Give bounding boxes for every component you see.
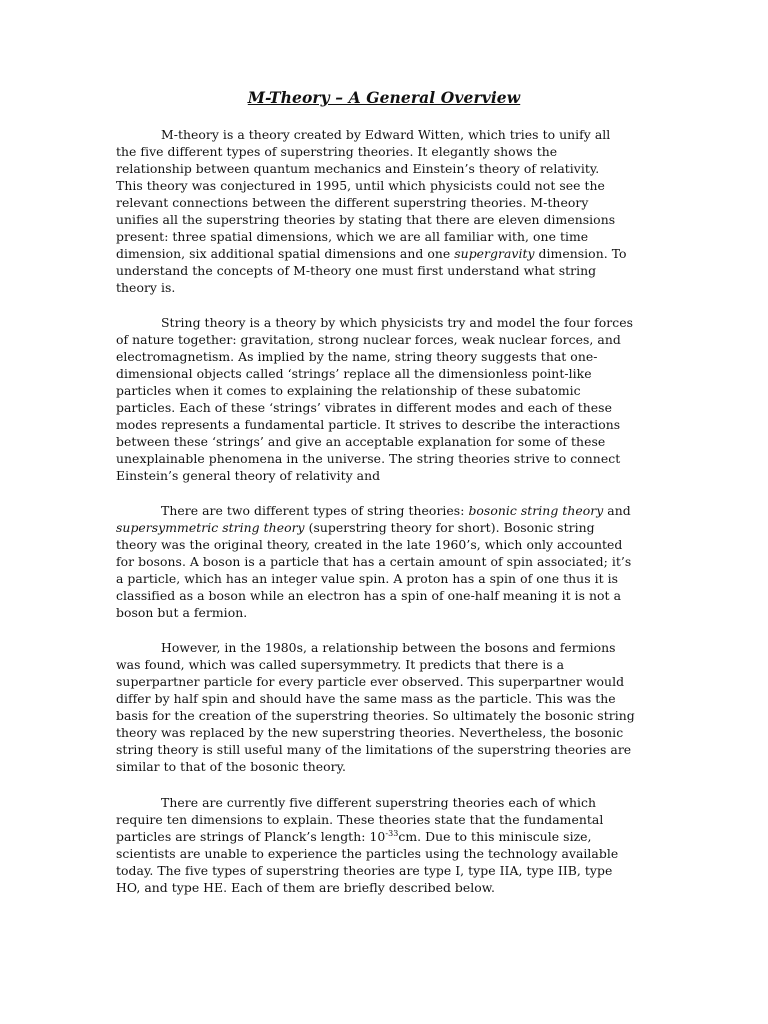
paragraph-string-theory [116, 314, 656, 484]
text-line: superpartner particle for every particle ever observed. This superpartner would [116, 674, 625, 689]
text-line: electromagnetism. As implied by the name, string theory suggests that one- [116, 349, 598, 364]
text-line: similar to that of the bosonic theory. [116, 759, 346, 774]
text-line: understand the concepts of M-theory one must first understand what string [116, 263, 597, 278]
paragraph-supersymmetry [116, 639, 656, 775]
text-line: basis for the creation of the superstring theories. So ultimately the bosonic string [116, 708, 635, 723]
text-line: relationship between quantum mechanics and Einstein’s theory of relativity. [116, 161, 600, 176]
italic-term: supersymmetric string theory [116, 520, 305, 535]
text-line: present: three spatial dimensions, which we are all familiar with, one time [116, 229, 589, 244]
text-line: M-theory is a theory created by Edward Witten, which tries to unify all [161, 127, 611, 142]
document-title: M-Theory – A General Overview [247, 88, 521, 107]
paragraph-five-superstring-theories [116, 794, 656, 896]
text-line: unifies all the superstring theories by stating that there are eleven dimensions [116, 212, 616, 227]
italic-term: bosonic string theory [468, 503, 604, 518]
text-line: theory is. [116, 280, 176, 295]
italic-term: supergravity [454, 246, 535, 261]
text-line: HO, and type HE. Each of them are briefly described below. [116, 880, 495, 895]
text-line: differ by half spin and should have the same mass as the particle. This was the [116, 691, 616, 706]
text-line: theory was replaced by the new superstring theories. Nevertheless, the bosonic [116, 725, 624, 740]
text-line: unexplainable phenomena in the universe. The string theories strive to connect [116, 451, 621, 466]
text-line: Einstein’s general theory of relativity and [116, 468, 381, 483]
text-line: particles. Each of these ‘strings’ vibrates in different modes and each of these [116, 400, 612, 415]
text-line: particles when it comes to explaining the relationship of these subatomic [116, 383, 581, 398]
text-line: dimensional objects called ‘strings’ replace all the dimensionless point-like [116, 366, 592, 381]
text-line: require ten dimensions to explain. These theories state that the fundamental [116, 812, 604, 827]
text-line: dimension, six additional spatial dimensions and one supergravity dimension. To [116, 246, 627, 261]
text-line: However, in the 1980s, a relationship between the bosons and fermions [161, 640, 616, 655]
text-line: String theory is a theory by which physicists try and model the four forces [161, 315, 633, 330]
text-line: This theory was conjectured in 1995, until which physicists could not see the [116, 178, 605, 193]
text-line: relevant connections between the different superstring theories. M-theory [116, 195, 589, 210]
text-line: particles are strings of Planck’s length: $10^{-33}cm$. Due to this miniscule size, [116, 829, 592, 844]
text-line: theory was the original theory, created in the late 1960’s, which only accounted [116, 537, 623, 552]
text-line: scientists are unable to experience the particles using the technology available [116, 846, 619, 861]
text-line: There are two different types of string theories: bosonic string theory and [161, 503, 631, 518]
text-line: was found, which was called supersymmetry. It predicts that there is a [116, 657, 565, 672]
text-line: between these ‘strings’ and give an acceptable explanation for some of these [116, 434, 606, 449]
text-line: modes represents a fundamental particle. It strives to describe the interactions [116, 417, 621, 432]
text-line: the five different types of superstring theories. It elegantly shows the [116, 144, 558, 159]
text-line: There are currently five different superstring theories each of which [161, 795, 597, 810]
text-line: supersymmetric string theory (superstring theory for short). Bosonic string [116, 520, 595, 535]
text-line: of nature together: gravitation, strong nuclear forces, weak nuclear forces, and [116, 332, 621, 347]
text-line: today. The five types of superstring theories are type I, type IIA, type IIB, type [116, 863, 613, 878]
text-line: classified as a boson while an electron has a spin of one-half meaning it is not a [116, 588, 622, 603]
text-line: boson but a fermion. [116, 605, 248, 620]
paragraph-m-theory-intro [116, 126, 656, 296]
text-line: a particle, which has an integer value spin. A proton has a spin of one thus it is [116, 571, 619, 586]
paragraph-string-theory-types [116, 502, 656, 621]
text-line: for bosons. A boson is a particle that has a certain amount of spin associated; it’s [116, 554, 632, 569]
superscript-exponent: -33 [385, 829, 399, 838]
text-line: string theory is still useful many of the limitations of the superstring theories are [116, 742, 632, 757]
